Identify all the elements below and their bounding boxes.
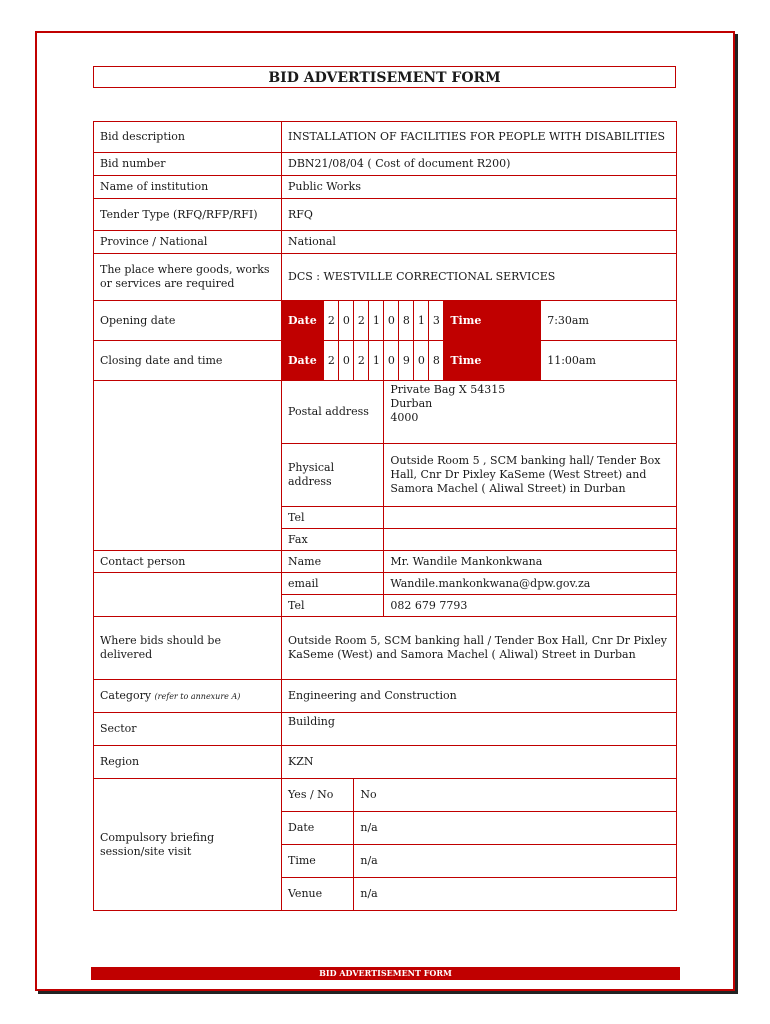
closing-digit: 0 bbox=[414, 341, 429, 381]
tender-type-value: RFQ bbox=[282, 199, 677, 231]
institution-label: Name of institution bbox=[94, 176, 282, 199]
opening-digit: 0 bbox=[384, 301, 399, 341]
contact-name-label: Name bbox=[282, 551, 384, 573]
postal-address-label: Postal address bbox=[282, 381, 384, 444]
bid-description-label: Bid description bbox=[94, 122, 282, 153]
postal-address-value bbox=[384, 381, 677, 444]
briefing-item-label: Time bbox=[282, 845, 354, 878]
region-label: Region bbox=[94, 746, 282, 779]
address-fax-value bbox=[384, 529, 677, 551]
opening-digit: 1 bbox=[414, 301, 429, 341]
form-title: BID ADVERTISEMENT FORM bbox=[93, 66, 676, 88]
briefing-item-label: Venue bbox=[282, 878, 354, 911]
briefing-item-value: n/a bbox=[354, 878, 677, 911]
category-value: Engineering and Construction bbox=[282, 680, 677, 713]
opening-digit: 2 bbox=[324, 301, 339, 341]
opening-row bbox=[94, 301, 677, 341]
postal-address-text: Private Bag X 54315 Durban 4000 bbox=[390, 383, 506, 424]
place-label: The place where goods, works or services are required bbox=[94, 254, 282, 301]
sector-label: Sector bbox=[94, 713, 282, 746]
closing-digit: 0 bbox=[384, 341, 399, 381]
closing-time-label: Time bbox=[444, 341, 541, 381]
closing-label: Closing date and time bbox=[94, 341, 282, 381]
opening-time-value: 7:30am bbox=[541, 301, 677, 341]
closing-digit: 9 bbox=[399, 341, 414, 381]
category-label-text: Category bbox=[100, 688, 152, 702]
footer-banner: BID ADVERTISEMENT FORM bbox=[91, 967, 680, 980]
category-label bbox=[94, 680, 282, 713]
contact-tel-value: 082 679 7793 bbox=[384, 595, 677, 617]
opening-digit: 3 bbox=[429, 301, 444, 341]
briefing-item-label: Date bbox=[282, 812, 354, 845]
category-note: (refer to annexure A) bbox=[154, 691, 241, 701]
sector-value: Building bbox=[282, 713, 677, 746]
address-tel-label: Tel bbox=[282, 507, 384, 529]
briefing-item-value: n/a bbox=[354, 845, 677, 878]
opening-digit: 1 bbox=[369, 301, 384, 341]
contact-email-label: email bbox=[282, 573, 384, 595]
institution-value: Public Works bbox=[282, 176, 677, 199]
delivery-label: Where bids should be delivered bbox=[94, 617, 282, 680]
opening-digit: 0 bbox=[339, 301, 354, 341]
opening-digit: 8 bbox=[399, 301, 414, 341]
physical-address-value: Outside Room 5 , SCM banking hall/ Tender Box Hall, Cnr Dr Pixley KaSeme (West Street) and Samora Machel ( Aliwal Street) in Durban bbox=[384, 444, 677, 507]
opening-digit: 2 bbox=[354, 301, 369, 341]
closing-time-value: 11:00am bbox=[541, 341, 677, 381]
closing-digit: 0 bbox=[339, 341, 354, 381]
contact-blank bbox=[94, 573, 282, 617]
contact-email-value: Wandile.mankonkwana@dpw.gov.za bbox=[384, 573, 677, 595]
contact-tel-label: Tel bbox=[282, 595, 384, 617]
contact-name-value: Mr. Wandile Mankonkwana bbox=[384, 551, 677, 573]
physical-address-label: Physical address bbox=[282, 444, 384, 507]
opening-time-label: Time bbox=[444, 301, 541, 341]
place-value: DCS : WESTVILLE CORRECTIONAL SERVICES bbox=[282, 254, 677, 301]
address-tel-value bbox=[384, 507, 677, 529]
bid-table bbox=[93, 121, 677, 911]
delivery-value: Outside Room 5, SCM banking hall / Tender Box Hall, Cnr Dr Pixley KaSeme (West) and Samora Machel ( Aliwal) Street in Durban bbox=[282, 617, 677, 680]
bid-number-label: Bid number bbox=[94, 153, 282, 176]
opening-date-label: Date bbox=[282, 301, 324, 341]
province-label: Province / National bbox=[94, 231, 282, 254]
bid-description-value: INSTALLATION OF FACILITIES FOR PEOPLE WITH DISABILITIES bbox=[282, 122, 677, 153]
briefing-item-label: Yes / No bbox=[282, 779, 354, 812]
address-blank bbox=[94, 381, 282, 551]
briefing-label: Compulsory briefing session/site visit bbox=[94, 779, 282, 911]
tender-type-label: Tender Type (RFQ/RFP/RFI) bbox=[94, 199, 282, 231]
closing-digit: 2 bbox=[354, 341, 369, 381]
contact-person-label: Contact person bbox=[94, 551, 282, 573]
closing-digit: 8 bbox=[429, 341, 444, 381]
closing-row bbox=[94, 341, 677, 381]
closing-digit: 1 bbox=[369, 341, 384, 381]
address-fax-label: Fax bbox=[282, 529, 384, 551]
province-value: National bbox=[282, 231, 677, 254]
briefing-item-value: n/a bbox=[354, 812, 677, 845]
region-value: KZN bbox=[282, 746, 677, 779]
closing-date-label: Date bbox=[282, 341, 324, 381]
briefing-item-value: No bbox=[354, 779, 677, 812]
bid-number-value: DBN21/08/04 ( Cost of document R200) bbox=[282, 153, 677, 176]
opening-label: Opening date bbox=[94, 301, 282, 341]
closing-digit: 2 bbox=[324, 341, 339, 381]
